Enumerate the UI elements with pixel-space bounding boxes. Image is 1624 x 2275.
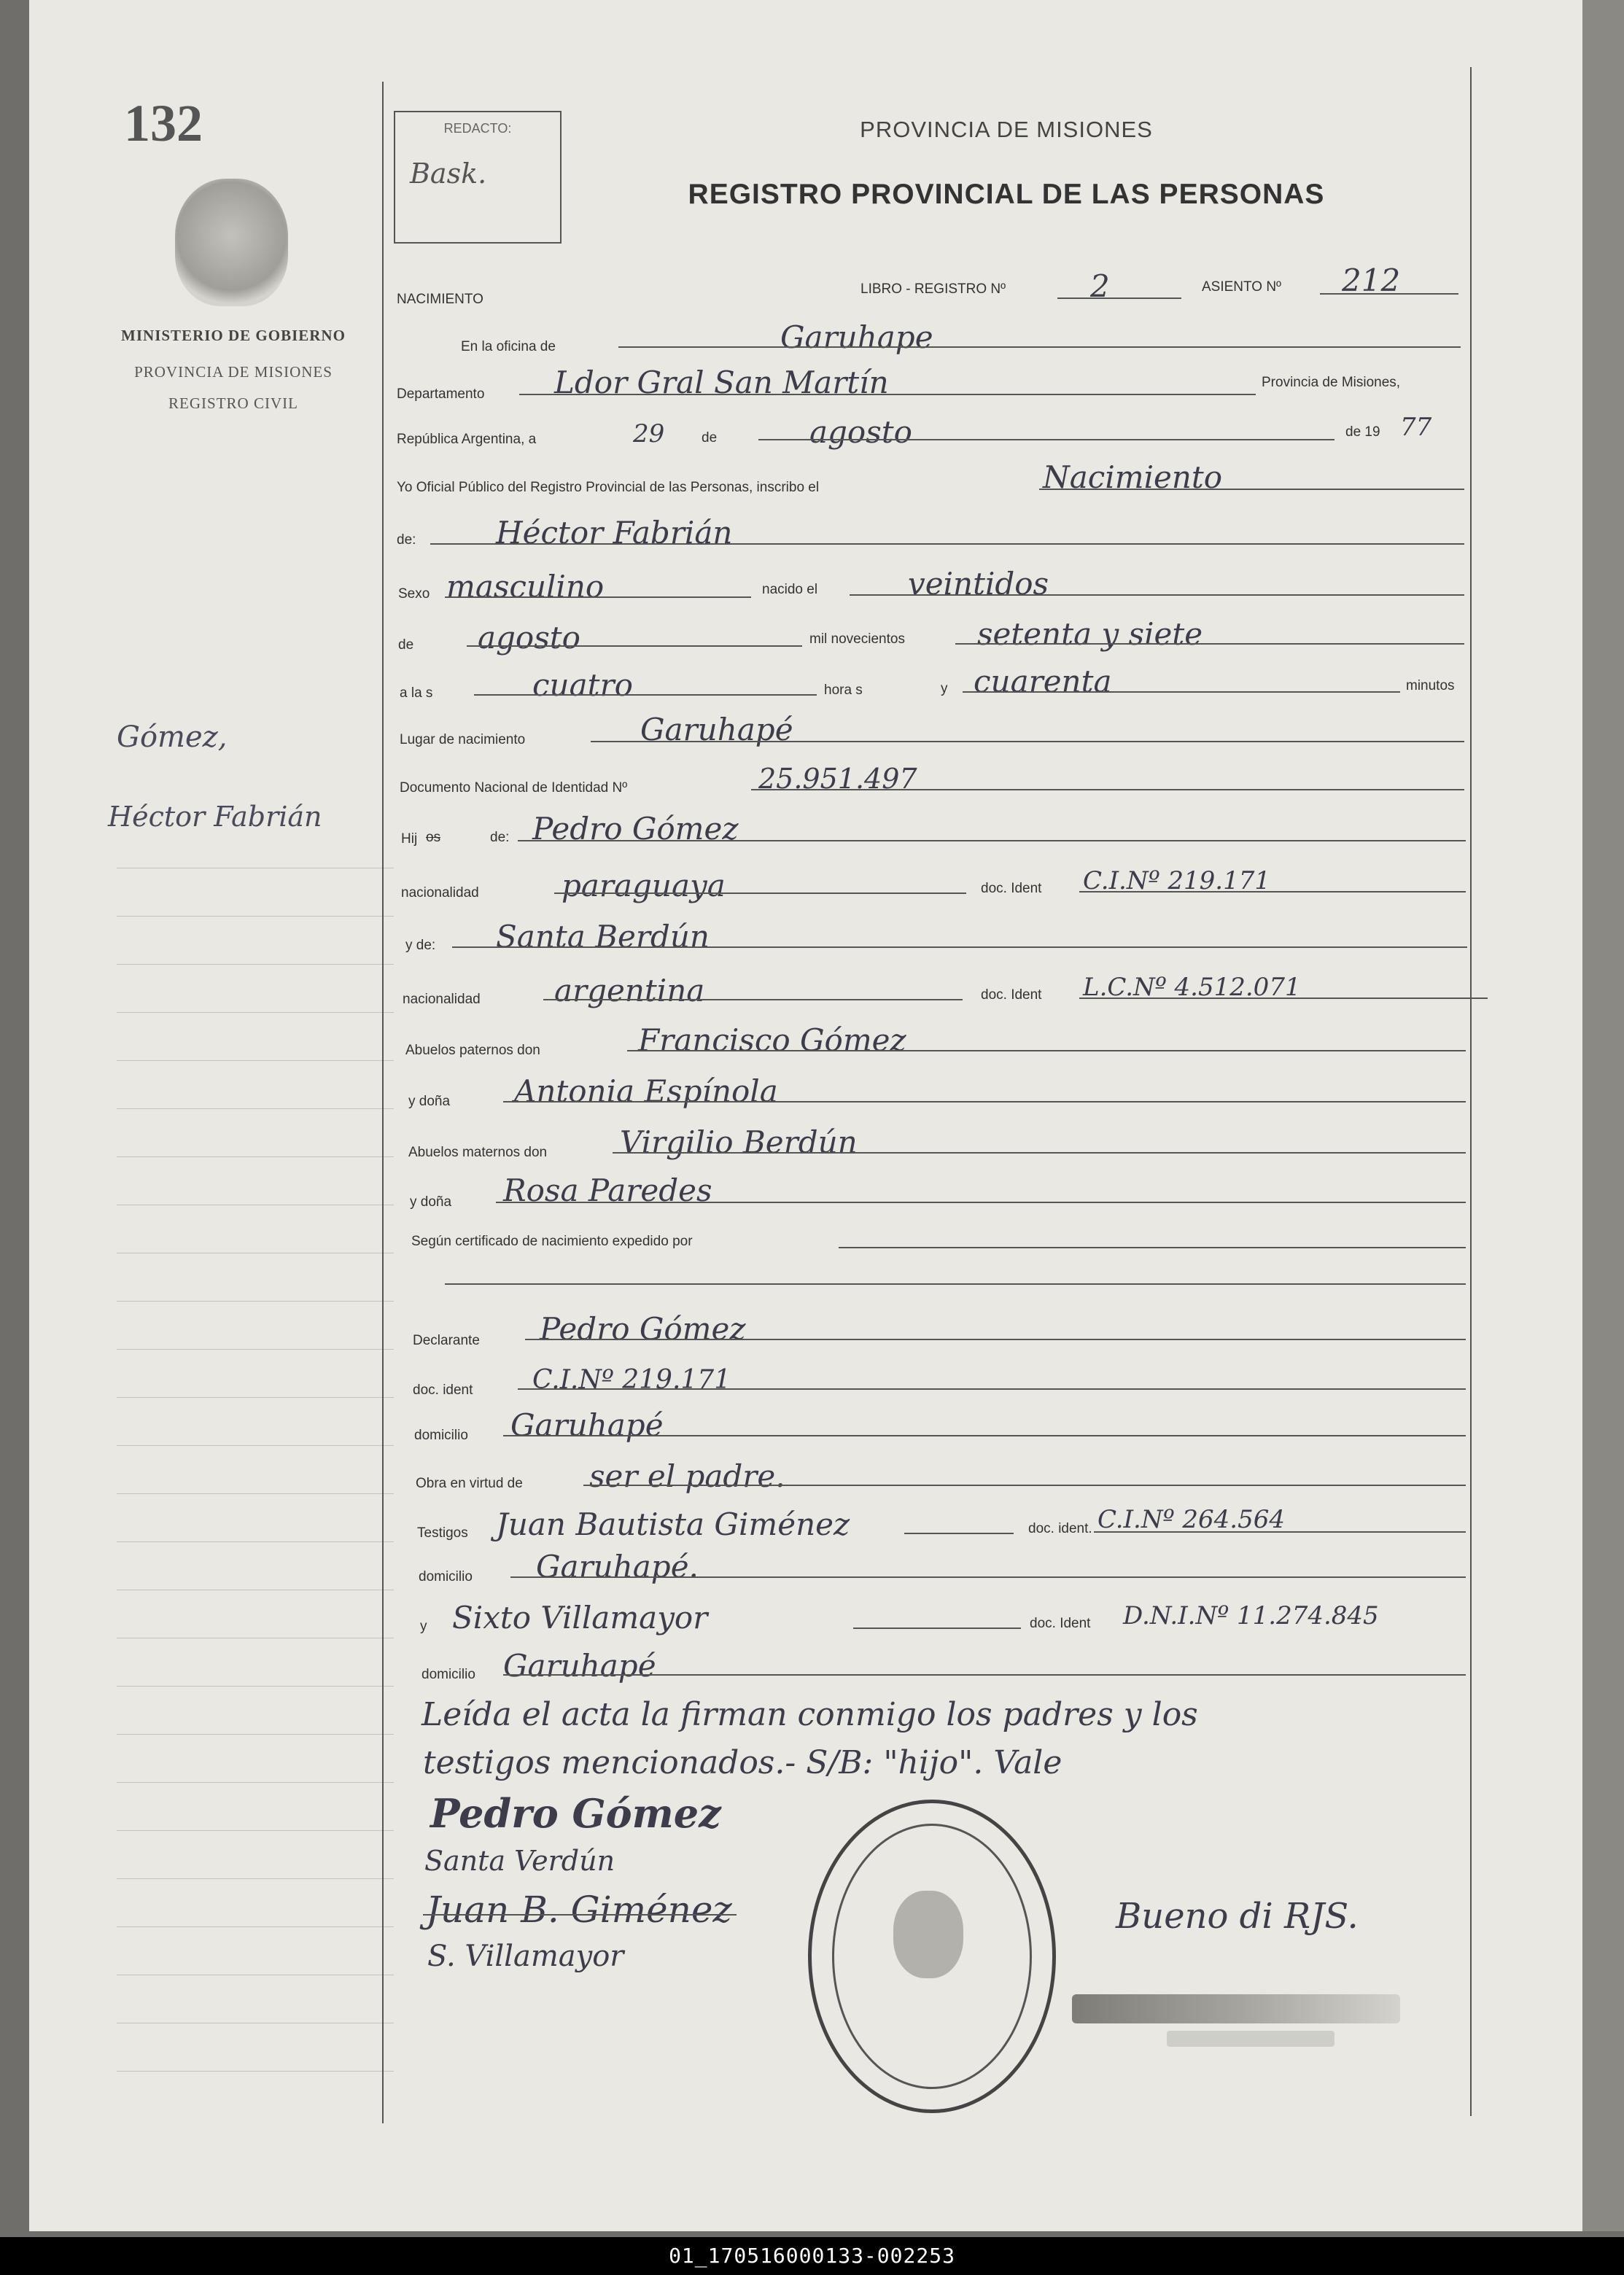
ministry-line-3: REGISTRO CIVIL: [168, 394, 298, 412]
coat-of-arms-emblem: [175, 179, 288, 306]
image-id-footer: 01_170516000133-002253: [0, 2237, 1624, 2275]
provincia-label: Provincia de Misiones,: [1262, 375, 1401, 390]
margin-rule-line: [117, 1830, 394, 1831]
sexo-value: masculino: [446, 569, 605, 604]
margin-rule-line: [117, 1108, 394, 1109]
margin-note-surname: Gómez,: [117, 720, 228, 754]
mes-value: agosto: [809, 414, 912, 450]
y-de-label: y de:: [405, 938, 436, 953]
testigo2-domicilio-rule: [503, 1674, 1466, 1676]
departamento-rule: [519, 394, 1256, 395]
nacido-anio-value: setenta y siete: [977, 616, 1203, 652]
doc-ident-label: doc. Ident: [981, 881, 1042, 896]
testigos-label: Testigos: [417, 1525, 468, 1541]
margin-rule-line: [117, 916, 394, 917]
margin-rule-line: [117, 1301, 394, 1302]
hijo-label: Hij: [401, 831, 418, 847]
dia-value: 29: [633, 419, 665, 448]
margin-rule-line: [117, 1060, 394, 1061]
abuelos-paternos-label: Abuelos paternos don: [405, 1043, 540, 1058]
abuela-materna-rule: [496, 1202, 1466, 1203]
obra-label: Obra en virtud de: [416, 1476, 523, 1491]
margin-rule-line: [117, 1926, 394, 1927]
margin-note-given-name: Héctor Fabrián: [108, 801, 322, 833]
testigo1-doc-rule: [1094, 1531, 1466, 1533]
nacionalidad-label: nacionalidad: [401, 885, 479, 901]
margin-rule-line: [117, 1686, 394, 1687]
nombre-rule: [430, 543, 1464, 545]
testigo1-rule: [904, 1533, 1014, 1534]
madre-rule: [452, 946, 1467, 948]
margin-rule-line: [117, 1878, 394, 1879]
obra-rule: [583, 1485, 1466, 1486]
official-title-stamp: [1167, 2031, 1334, 2047]
nacionalidad2-label: nacionalidad: [403, 992, 481, 1007]
madre-nacionalidad-rule: [543, 999, 963, 1000]
nombre-value: Héctor Fabrián: [496, 515, 733, 551]
sexo-rule: [445, 596, 751, 598]
testigo2-rule: [853, 1628, 1021, 1629]
official-name-stamp: [1072, 1994, 1400, 2023]
testigo2-value: Sixto Villamayor: [452, 1600, 708, 1636]
alas-label: a la s: [400, 685, 433, 701]
margin-rule-line: [117, 1493, 394, 1494]
ministry-line-2: PROVINCIA DE MISIONES: [134, 363, 333, 381]
abuelo-paterno-rule: [627, 1050, 1466, 1051]
departamento-value: Ldor Gral San Martín: [554, 365, 889, 400]
domicilio-label: domicilio: [414, 1428, 468, 1443]
madre-value: Santa Berdún: [496, 919, 710, 954]
nacido-label: nacido el: [762, 582, 818, 597]
testigo1-domicilio-rule: [510, 1576, 1466, 1578]
abuelos-maternos-label: Abuelos maternos don: [408, 1145, 548, 1160]
anio-value: 77: [1400, 413, 1432, 442]
declarante-domicilio-rule: [503, 1435, 1466, 1436]
left-border-line: [382, 82, 384, 2123]
abuelo-paterno-value: Francisco Gómez: [638, 1022, 906, 1058]
obra-value: ser el padre.: [589, 1458, 785, 1494]
province-heading: PROVINCIA DE MISIONES: [860, 117, 1153, 142]
y-testigo2-label: y: [420, 1619, 427, 1634]
madre-doc-rule: [1079, 998, 1488, 999]
mes-rule: [758, 439, 1334, 440]
record-type-label: NACIMIENTO: [397, 292, 483, 307]
asiento-label: ASIENTO Nº: [1202, 279, 1281, 295]
nacido-anio-rule: [955, 643, 1464, 645]
declarante-doc-value: C.I.Nº 219.171: [532, 1365, 731, 1395]
margin-rule-line: [117, 1156, 394, 1157]
de2-label: de: [398, 637, 414, 653]
stamp-initials: Bask.: [410, 158, 487, 190]
asiento-value: 212: [1342, 262, 1401, 298]
testigo1-value: Juan Bautista Giménez: [496, 1506, 850, 1542]
padre-rule: [518, 840, 1466, 841]
margin-rule-line: [117, 1012, 394, 1013]
closing-line-1: Leída el acta la firman conmigo los padres y los: [421, 1696, 1198, 1733]
hijo-mark: os: [426, 830, 441, 845]
abuela-paterna-value: Antonia Espínola: [514, 1073, 778, 1109]
dni-value: 25.951.497: [758, 763, 917, 795]
margin-rule-line: [117, 964, 394, 965]
testigo1-domicilio-value: Garuhapé.: [536, 1549, 699, 1584]
margin-rule-line: [117, 1445, 394, 1446]
testigo2-doc-value: D.N.I.Nº 11.274.845: [1123, 1601, 1379, 1630]
certificado-label: Según certificado de nacimiento expedido por: [411, 1234, 693, 1249]
libro-label: LIBRO - REGISTRO Nº: [860, 281, 1006, 297]
asiento-rule: [1320, 293, 1458, 295]
margin-rule-line: [117, 1397, 394, 1398]
minutos-rule: [963, 691, 1400, 693]
padre-nacionalidad-rule: [554, 892, 966, 894]
ministry-line-1: MINISTERIO DE GOBIERNO: [121, 327, 346, 344]
inscribe-value: Nacimiento: [1043, 459, 1223, 495]
padre-doc-value: C.I.Nº 219.171: [1083, 866, 1270, 895]
departamento-label: Departamento: [397, 386, 485, 402]
hora-value: cuatro: [532, 667, 633, 703]
signature-rule: [423, 1914, 737, 1916]
testigo1-doc-value: C.I.Nº 264.564: [1097, 1505, 1285, 1534]
nacido-mes-rule: [467, 645, 802, 647]
madre-nacionalidad-value: argentina: [554, 973, 705, 1008]
declarante-doc-rule: [518, 1388, 1466, 1390]
nacido-dia-rule: [850, 594, 1464, 596]
inscribe-rule: [1039, 489, 1464, 490]
minutos-value: cuarenta: [974, 664, 1112, 699]
signature-witness-1: Juan B. Giménez: [426, 1889, 732, 1931]
lugar-value: Garuhapé: [640, 712, 793, 747]
closing-line-2: testigos mencionados.- S/B: "hijo". Vale: [423, 1744, 1062, 1781]
republica-label: República Argentina, a: [397, 432, 537, 447]
de-label: de: [702, 430, 718, 446]
book-edge: [1582, 0, 1624, 2231]
testigo2-doc-label: doc. Ident: [1030, 1616, 1091, 1631]
declarante-domicilio-value: Garuhapé: [510, 1407, 664, 1443]
oficina-value: Garuhape: [780, 319, 933, 355]
margin-rule-line: [117, 1734, 394, 1735]
y-dona2-label: y doña: [410, 1194, 452, 1210]
page-number: 132: [124, 94, 203, 152]
oficina-label: En la oficina de: [461, 339, 556, 354]
testigo1-doc-label: doc. ident.: [1028, 1521, 1092, 1536]
nacido-mes-value: agosto: [478, 620, 580, 656]
mil-label: mil novecientos: [809, 631, 905, 647]
padre-value: Pedro Gómez: [532, 811, 739, 847]
margin-rule-line: [117, 1782, 394, 1783]
domicilio2-label: domicilio: [419, 1569, 473, 1584]
madre-doc-value: L.C.Nº 4.512.071: [1083, 973, 1301, 1002]
lugar-label: Lugar de nacimiento: [400, 732, 526, 747]
registry-seal: [808, 1800, 1056, 2113]
signature-witness-2: S. Villamayor: [427, 1940, 624, 1973]
signature-father: Pedro Gómez: [430, 1790, 721, 1837]
certificado-rule-2: [445, 1283, 1466, 1285]
official-signature: Bueno di RJS.: [1116, 1896, 1359, 1937]
abuelo-materno-value: Virgilio Berdún: [620, 1124, 858, 1160]
hora-rule: [474, 694, 817, 696]
y-label: y: [941, 681, 948, 696]
registry-heading: REGISTRO PROVINCIAL DE LAS PERSONAS: [688, 179, 1325, 210]
right-border-line: [1470, 67, 1472, 2116]
oficial-label: Yo Oficial Público del Registro Provincial de las Personas, inscribo el: [397, 480, 820, 495]
seal-emblem-icon: [893, 1891, 963, 1978]
declarante-rule: [525, 1339, 1466, 1340]
de-name-label: de:: [397, 532, 416, 548]
redacto-stamp-box: [394, 111, 562, 244]
margin-rule-line: [117, 1349, 394, 1350]
oficina-rule: [618, 346, 1461, 348]
lugar-rule: [591, 741, 1464, 742]
stamp-label: REDACTO:: [443, 121, 512, 136]
abuelo-materno-rule: [613, 1152, 1466, 1154]
dni-label: Documento Nacional de Identidad Nº: [400, 780, 628, 796]
abuela-paterna-rule: [503, 1101, 1466, 1102]
declarante-doc-label: doc. ident: [413, 1382, 473, 1398]
de3-label: de:: [490, 830, 510, 845]
libro-rule: [1057, 298, 1181, 299]
dni-rule: [751, 789, 1464, 790]
declarante-value: Pedro Gómez: [540, 1311, 746, 1347]
nacido-dia-value: veintidos: [908, 566, 1049, 602]
certificado-rule: [839, 1247, 1466, 1248]
declarante-label: Declarante: [413, 1333, 480, 1348]
libro-value: 2: [1090, 268, 1110, 304]
anio-label: de 19: [1345, 424, 1380, 440]
signature-mother: Santa Verdún: [424, 1845, 615, 1877]
padre-doc-rule: [1079, 891, 1466, 892]
doc-ident2-label: doc. Ident: [981, 987, 1042, 1003]
domicilio3-label: domicilio: [421, 1667, 475, 1682]
y-dona-label: y doña: [408, 1094, 451, 1109]
margin-rule-line: [117, 1541, 394, 1542]
horas-label: hora s: [824, 682, 863, 698]
testigo2-domicilio-value: Garuhapé: [503, 1648, 656, 1684]
padre-nacionalidad-value: paraguaya: [562, 868, 726, 903]
margin-rule-line: [117, 2071, 394, 2072]
sexo-label: Sexo: [398, 586, 430, 602]
abuela-materna-value: Rosa Paredes: [503, 1172, 712, 1208]
minutos-label: minutos: [1406, 678, 1455, 693]
